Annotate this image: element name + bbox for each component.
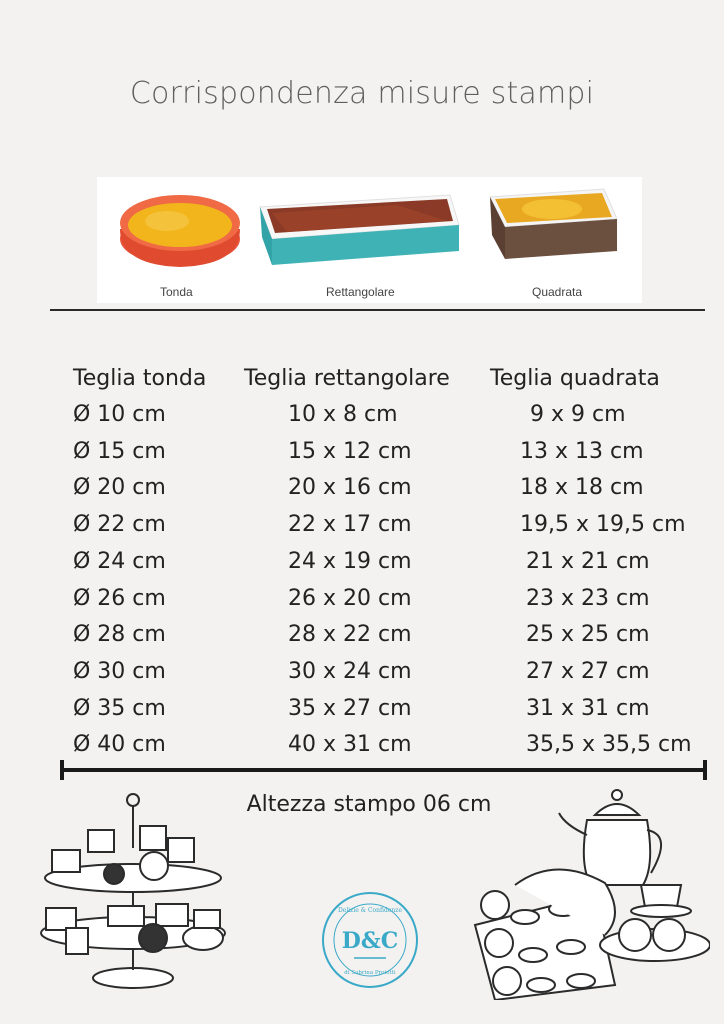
pans-illustration xyxy=(97,177,642,303)
rectangular-size-cell: 30 x 24 cm xyxy=(288,658,412,684)
round-size-cell: Ø 24 cm xyxy=(73,548,166,574)
rectangular-size-cell: 26 x 20 cm xyxy=(288,585,412,611)
brand-logo xyxy=(320,890,420,990)
column-header-rectangular: Teglia rettangolare xyxy=(244,366,450,391)
square-size-cell: 19,5 x 19,5 cm xyxy=(520,512,686,538)
rectangular-size-cell: 28 x 22 cm xyxy=(288,622,412,648)
round-size-cell: Ø 15 cm xyxy=(73,438,166,464)
column-header-square: Teglia quadrata xyxy=(490,366,660,391)
logo-bottom-text: di Sabrina Proietti xyxy=(344,970,396,976)
round-size-cell: Ø 40 cm xyxy=(73,732,166,758)
page-title: Corrispondenza misure stampi xyxy=(129,76,595,111)
rectangular-size-cell: 40 x 31 cm xyxy=(288,732,412,758)
square-pan-icon xyxy=(490,189,617,259)
rectangular-size-cell: 24 x 19 cm xyxy=(288,548,412,574)
rectangular-size-cell: 20 x 16 cm xyxy=(288,475,412,501)
round-size-cell: Ø 26 cm xyxy=(73,585,166,611)
square-size-cell: 9 x 9 cm xyxy=(530,402,626,427)
round-size-cell: Ø 35 cm xyxy=(73,695,166,721)
logo-top-text: Delizie & Confidenze xyxy=(337,907,403,914)
logo-monogram: D&C xyxy=(341,928,399,954)
square-size-cell: 27 x 27 cm xyxy=(526,658,650,684)
round-pan-label: Tonda xyxy=(160,285,193,299)
square-size-cell: 35,5 x 35,5 cm xyxy=(526,732,692,758)
rectangular-pan-label: Rettangolare xyxy=(326,285,395,299)
rule-end-cap xyxy=(703,760,707,780)
divider xyxy=(50,309,705,311)
square-size-cell: 25 x 25 cm xyxy=(526,622,650,648)
rectangular-size-cell: 22 x 17 cm xyxy=(288,512,412,538)
cake-stand-illustration xyxy=(38,788,238,1003)
square-pan-label: Quadrata xyxy=(532,285,583,299)
square-size-cell: 23 x 23 cm xyxy=(526,585,650,611)
round-size-cell: Ø 30 cm xyxy=(73,658,166,684)
square-size-cell: 31 x 31 cm xyxy=(526,695,650,721)
round-size-cell: Ø 10 cm xyxy=(73,402,166,427)
round-size-cell: Ø 22 cm xyxy=(73,512,166,538)
rectangular-size-cell: 35 x 27 cm xyxy=(288,695,412,721)
round-size-cell: Ø 20 cm xyxy=(73,475,166,501)
teapot-muffin-illustration xyxy=(455,785,710,1000)
round-pan-icon xyxy=(120,195,240,267)
height-note: Altezza stampo 06 cm xyxy=(246,792,492,817)
rectangular-size-cell: 10 x 8 cm xyxy=(288,402,398,427)
height-rule xyxy=(62,768,707,772)
round-size-cell: Ø 28 cm xyxy=(73,622,166,648)
square-size-cell: 13 x 13 cm xyxy=(520,438,644,464)
rectangular-size-cell: 15 x 12 cm xyxy=(288,438,412,464)
rectangular-pan-icon xyxy=(260,195,459,265)
column-header-round: Teglia tonda xyxy=(73,366,207,391)
square-size-cell: 18 x 18 cm xyxy=(520,475,644,501)
square-size-cell: 21 x 21 cm xyxy=(526,548,650,574)
